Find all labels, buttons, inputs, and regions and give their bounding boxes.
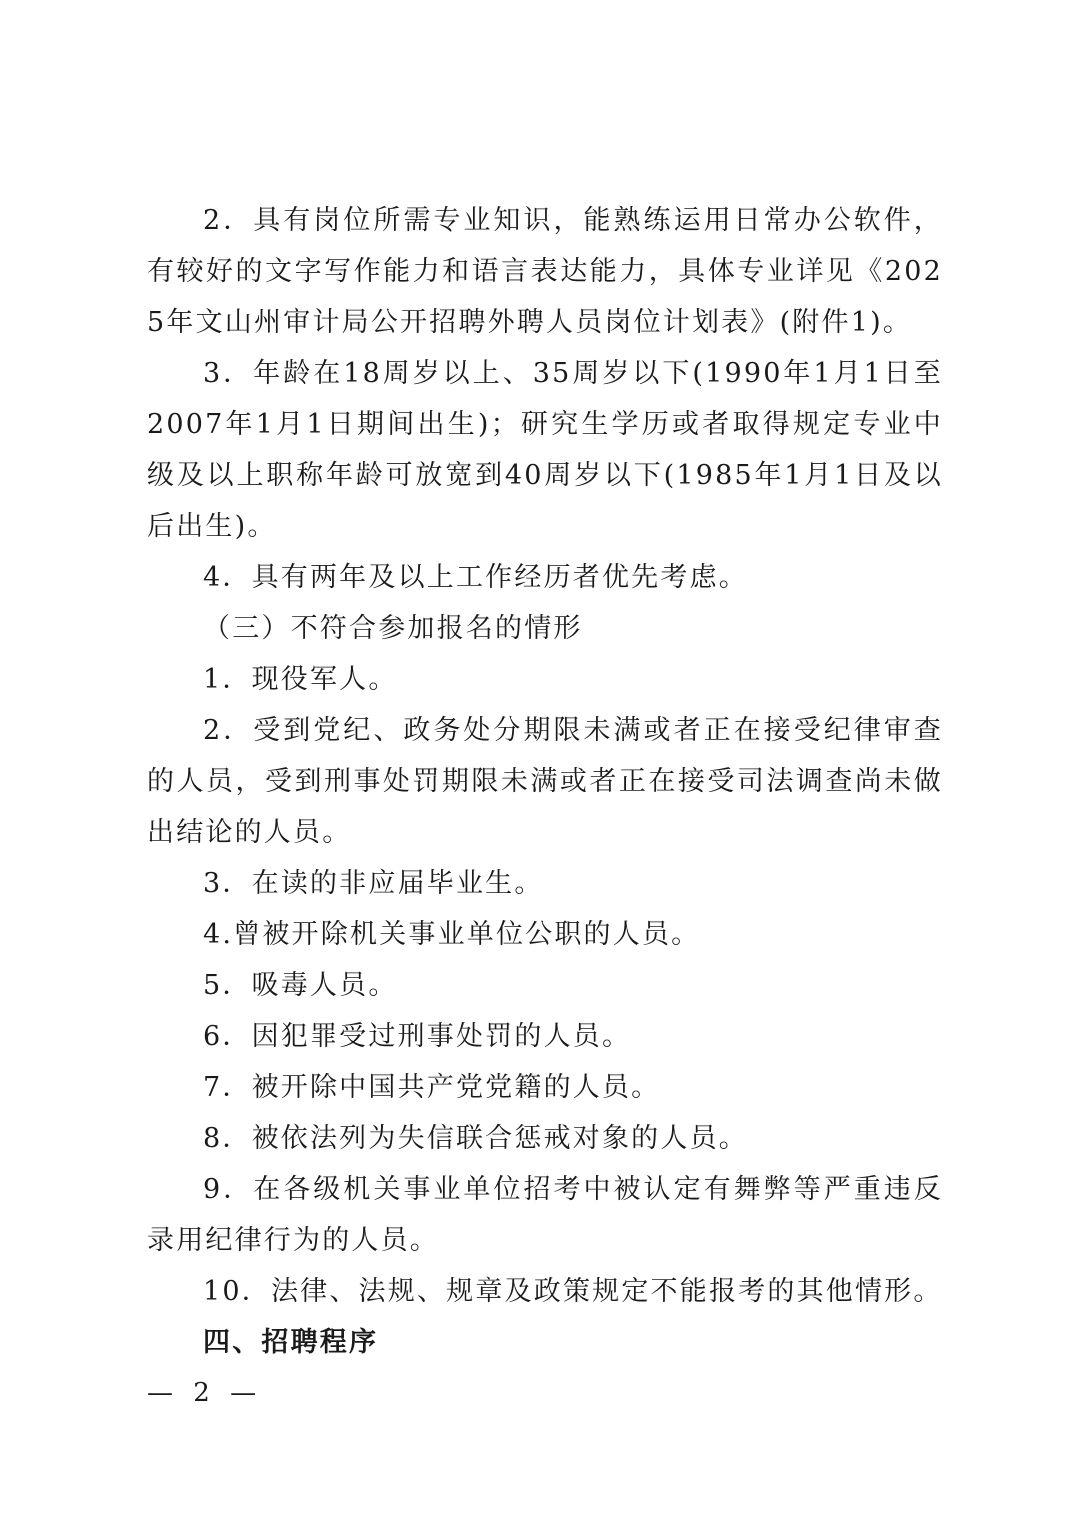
paragraph-exclusion-6: 6．因犯罪受过刑事处罚的人员。 (203, 1021, 632, 1052)
paragraph-exclusion-10: 10．法律、法规、规章及政策规定不能报考的其他情形。 (203, 1276, 943, 1307)
paragraph-requirement-4: 4．具有两年及以上工作经历者优先考虑。 (203, 562, 748, 593)
paragraph-exclusion-7: 7．被开除中国共产党党籍的人员。 (203, 1072, 661, 1103)
paragraph-exclusion-1: 1．现役军人。 (203, 664, 398, 695)
paragraph-exclusion-9: 9．在各级机关事业单位招考中被认定有舞弊等严重违反录用纪律行为的人员。 (147, 1174, 943, 1256)
paragraph-exclusion-4: 4.曾被开除机关事业单位公职的人员。 (203, 919, 701, 950)
paragraph-requirement-2: 2．具有岗位所需专业知识，能熟练运用日常办公软件，有较好的文字写作能力和语言表达能力，具体专业详见《2025年文山州审计局公开招聘外聘人员岗位计划表》(附件1)。 (147, 205, 943, 338)
paragraph-exclusion-3: 3．在读的非应届毕业生。 (203, 868, 544, 899)
paragraph-exclusion-8: 8．被依法列为失信联合惩戒对象的人员。 (203, 1123, 748, 1154)
section-heading: 四、招聘程序 (203, 1327, 379, 1358)
paragraph-exclusion-2: 2．受到党纪、政务处分期限未满或者正在接受纪律审查的人员，受到刑事处罚期限未满或者正在接受司法调查尚未做出结论的人员。 (147, 715, 943, 848)
subsection-heading: （三）不符合参加报名的情形 (203, 613, 583, 644)
paragraph-requirement-3: 3．年龄在18周岁以上、35周岁以下(1990年1月1日至2007年1月1日期间出生)；研究生学历或者取得规定专业中级及以上职称年龄可放宽到40周岁以下(1985年1月1日及以后出生)。 (147, 358, 943, 542)
page-number: — 2 — (147, 1378, 263, 1408)
paragraph-exclusion-5: 5．吸毒人员。 (203, 970, 398, 1001)
document-body (147, 195, 943, 1368)
